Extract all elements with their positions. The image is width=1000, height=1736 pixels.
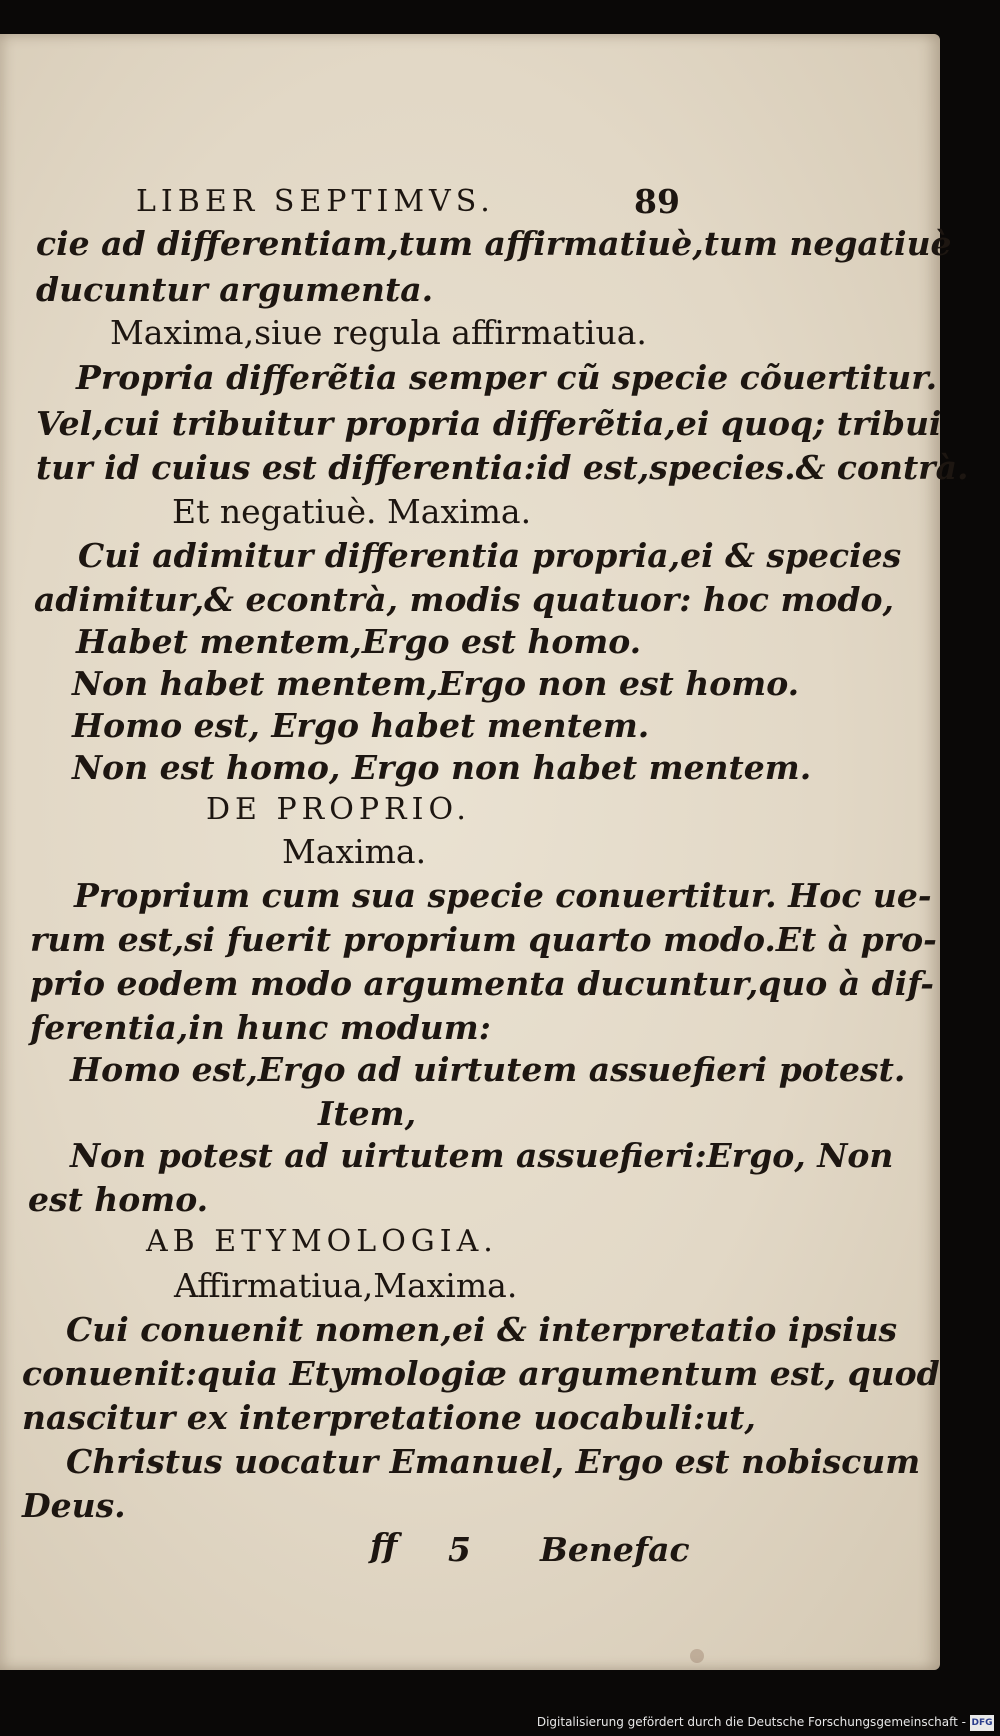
signature-number: 5 — [448, 1530, 471, 1569]
credit-text: Digitalisierung gefördert durch die Deutsche Forschungsgemeinschaft - — [536, 1715, 966, 1729]
text-line: Deus. — [22, 1486, 126, 1525]
text-line: Vel,cui tribuitur propria differẽtia,ei quoq; tribui — [36, 404, 942, 443]
example-line: Non potest ad uirtutem assuefieri:Ergo, Non — [70, 1136, 894, 1175]
section-heading: AB ETYMOLOGIA. — [146, 1224, 498, 1259]
text-line: rum est,si fuerit proprium quarto modo.Et à pro- — [30, 920, 937, 959]
digitization-credit-bar — [0, 1706, 1000, 1736]
text-line: tur id cuius est differentia:id est,species.& contrà. — [36, 448, 969, 487]
example-line: Homo est,Ergo ad uirtutem assuefieri potest. — [70, 1050, 906, 1089]
section-heading: Maxima,siue regula affirmatiua. — [110, 313, 647, 352]
example-line: Non est homo, Ergo non habet mentem. — [72, 748, 812, 787]
section-heading: Maxima. — [282, 832, 427, 871]
section-heading: Et negatiuè. Maxima. — [172, 492, 532, 531]
catchword: Benefac — [540, 1530, 690, 1569]
signature-mark: ff — [370, 1526, 398, 1565]
example-line: Habet mentem,Ergo est homo. — [76, 622, 642, 661]
dfg-logo: DFG — [970, 1715, 994, 1731]
text-line: Cui adimitur differentia propria,ei & species — [78, 536, 902, 575]
example-line: Non habet mentem,Ergo non est homo. — [72, 664, 800, 703]
example-line: Homo est, Ergo habet mentem. — [72, 706, 650, 745]
text-line: Christus uocatur Emanuel, Ergo est nobiscum — [66, 1442, 921, 1481]
text-line: conuenit:quia Etymologiæ argumentum est, quod — [22, 1354, 940, 1393]
page-number: 89 — [634, 182, 680, 221]
text-line: prio eodem modo argumenta ducuntur,quo à dif- — [30, 964, 934, 1003]
section-heading: Affirmatiua,Maxima. — [174, 1266, 518, 1305]
text-line: cie ad differentiam,tum affirmatiuè,tum negatiuè — [36, 224, 952, 263]
text-line: est homo. — [28, 1180, 209, 1219]
text-line: ferentia,in hunc modum: — [30, 1008, 491, 1047]
text-line: ducuntur argumenta. — [36, 270, 434, 309]
text-line: Propria differẽtia semper cũ specie cõuertitur. — [76, 358, 938, 397]
book-page — [0, 34, 969, 1670]
text-line: Cui conuenit nomen,ei & interpretatio ipsius — [66, 1310, 898, 1349]
text-line: Item, — [318, 1094, 417, 1133]
text-line: nascitur ex interpretatione uocabuli:ut, — [22, 1398, 756, 1437]
section-heading: DE PROPRIO. — [206, 792, 471, 827]
text-line: Proprium cum sua specie conuertitur. Hoc ue- — [74, 876, 932, 915]
running-title: LIBER SEPTIMVS. — [136, 184, 495, 219]
text-line: adimitur,& econtrà, modis quatuor: hoc modo, — [34, 580, 894, 619]
page-text — [0, 34, 969, 1670]
